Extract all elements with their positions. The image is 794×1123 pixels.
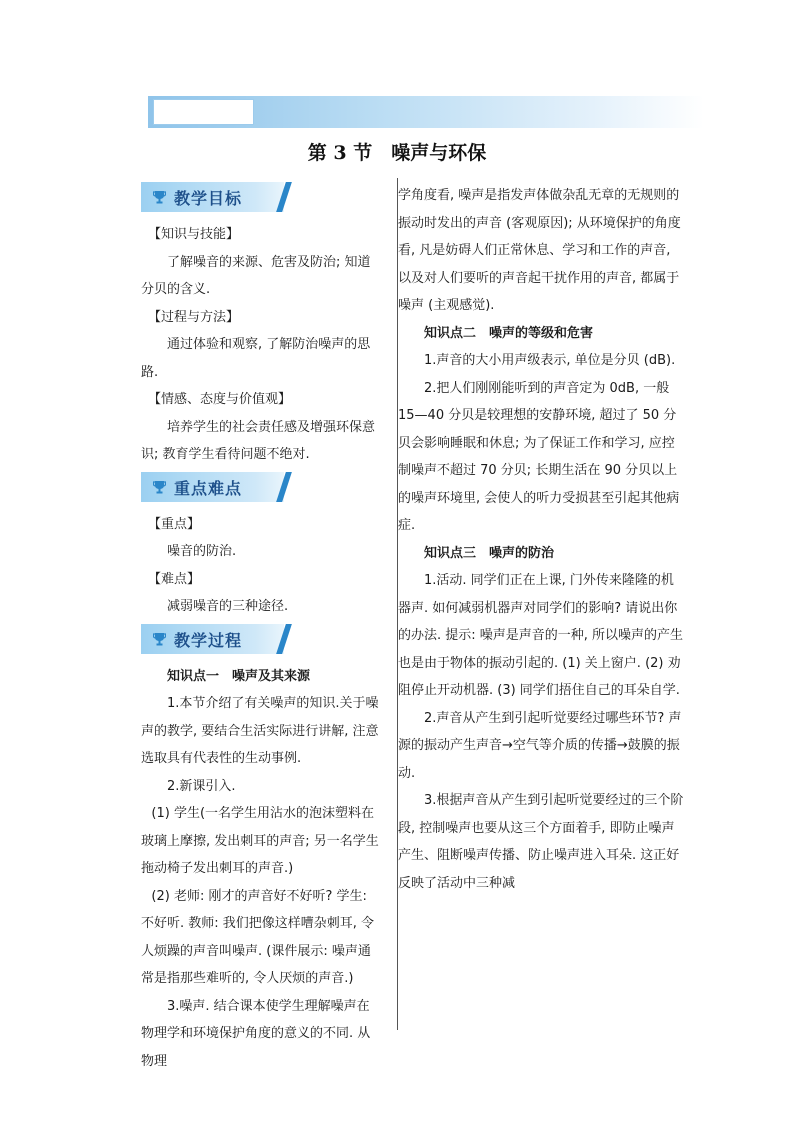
left-column	[141, 182, 381, 1075]
heading-stripe	[276, 624, 292, 654]
knowledge-point-title: 知识点二 噪声的等级和危害	[424, 325, 594, 341]
paragraph: 2.声音从产生到引起听觉要经过哪些环节? 声源的振动产生声音→空气等介质的传播→鼓膜的振动.	[398, 710, 682, 781]
paragraph: 减弱噪音的三种途径.	[167, 599, 289, 614]
page-title: 第 3 节 噪声与环保	[307, 142, 487, 164]
paragraph: 1.本节介绍了有关噪声的知识.关于噪声的教学, 要结合生活实际进行讲解, 注意选取具有代表性的生动事例.	[141, 696, 379, 766]
trophy-icon	[153, 632, 166, 646]
subheading-process: 【过程与方法】	[148, 309, 240, 325]
section-heading-objectives	[141, 182, 284, 212]
paragraph: 培养学生的社会责任感及增强环保意识; 教育学生看待问题不绝对.	[141, 419, 376, 462]
paragraph: 2.把人们刚刚能听到的声音定为 0dB, 一般 15—40 分贝是较理想的安静环境, 超过了 50 分贝会影响睡眠和休息; 为了保证工作和学习, 应控制噪声不超过 70 分贝; 长期生活在 90 分贝以上的噪声环境里, 会使人的听力受损甚至引起其他病症.	[398, 380, 680, 533]
header-tab	[153, 99, 254, 125]
paragraph: (1) 学生(一名学生用沾水的泡沫塑料在玻璃上摩擦, 发出刺耳的声音; 另一名学生拖动椅子发出刺耳的声音.)	[141, 806, 379, 876]
section-heading-keypoints	[141, 472, 284, 502]
paragraph: 通过体验和观察, 了解防治噪声的思路.	[141, 337, 371, 380]
trophy-icon	[153, 190, 166, 204]
heading-stripe	[276, 472, 292, 502]
right-column	[398, 182, 684, 897]
subheading-difficulty: 【难点】	[148, 571, 201, 587]
paragraph: (2) 老师: 刚才的声音好不好听? 学生: 不好听. 教师: 我们把像这样嘈杂刺耳, 令人烦躁的声音叫噪声. (课件展示: 噪声通常是指那些难听的, 令人厌烦的声音.)	[141, 888, 375, 986]
subheading-focus: 【重点】	[148, 516, 201, 532]
section-heading-label: 教学目标	[174, 189, 243, 208]
section-heading-process	[141, 624, 284, 654]
paragraph: 1.活动. 同学们正在上课, 门外传来隆隆的机器声. 如何减弱机器声对同学们的影响? 请说出你的办法. 提示: 噪声是声音的一种, 所以噪声的产生也是由于物体的振动引起的. (1) 关上窗户. (2) 劝阻停止开动机器. (3) 同学们捂住自己的耳朵自学.	[398, 573, 684, 698]
paragraph: 噪音的防治.	[167, 544, 237, 559]
section-heading-label: 教学过程	[174, 630, 243, 650]
subheading-values: 【情感、态度与价值观】	[148, 392, 292, 407]
knowledge-point-title: 知识点一 噪声及其来源	[167, 668, 311, 684]
trophy-icon	[153, 480, 166, 494]
subheading-knowledge: 【知识与技能】	[148, 227, 240, 242]
paragraph: 3.根据声音从产生到引起听觉要经过的三个阶段, 控制噪声也要从这三个方面着手, 即防止噪声产生、阻断噪声传播、防止噪声进入耳朵. 这正好反映了活动中三种减	[398, 793, 684, 891]
paragraph: 3.噪声. 结合课本使学生理解噪声在物理学和环境保护角度的意义的不同. 从物理	[141, 998, 371, 1069]
heading-stripe	[276, 182, 292, 212]
paragraph: 2.新课引入.	[167, 778, 236, 794]
paragraph: 1.声音的大小用声级表示, 单位是分贝 (dB).	[424, 353, 676, 368]
paragraph: 学角度看, 噪声是指发声体做杂乱无章的无规则的振动时发出的声音 (客观原因); 从环境保护的角度看, 凡是妨碍人们正常休息、学习和工作的声音, 以及对人们要听的声音起干扰作用的声音, 都属于噪声 (主观感觉).	[398, 188, 681, 313]
paragraph: 了解噪音的来源、危害及防治; 知道分贝的含义.	[141, 254, 371, 297]
knowledge-point-title: 知识点三 噪声的防治	[424, 545, 555, 561]
section-heading-label: 重点难点	[174, 478, 243, 498]
